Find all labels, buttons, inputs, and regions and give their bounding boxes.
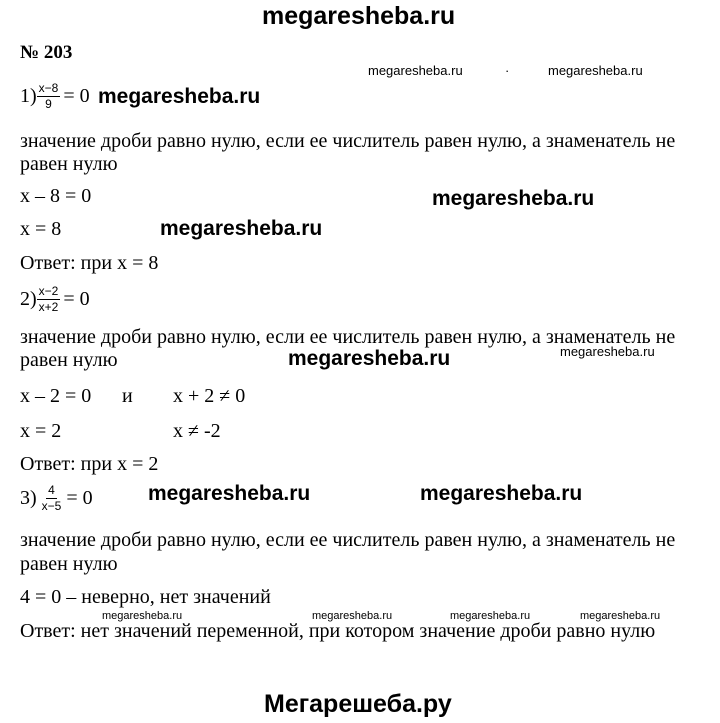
condition-text: равен нулю [20, 553, 118, 575]
watermark-dot: · [505, 63, 510, 78]
watermark: megaresheba.ru [102, 610, 183, 622]
watermark: megaresheba.ru [148, 482, 311, 505]
watermark: megaresheba.ru [288, 347, 451, 370]
equation-2 [20, 282, 90, 316]
numerator: x−2 [38, 284, 59, 299]
condition-text: значение дроби равно нулю, если ее числитель равен нулю, а знаменатель не [20, 529, 676, 551]
fraction [37, 81, 61, 111]
equation-step: 4 = 0 – неверно, нет значений [20, 586, 271, 608]
answer-text: Ответ: при x = 8 [20, 252, 159, 274]
condition-text: значение дроби равно нулю, если ее числитель равен нулю, а знаменатель не [20, 130, 676, 152]
watermark: megaresheba.ru [98, 85, 261, 108]
answer-text: Ответ: нет значений переменной, при котором значение дроби равно нулю [20, 620, 656, 642]
watermark: megaresheba.ru [420, 482, 583, 505]
equation-step: x = 8 [20, 218, 62, 240]
equation-step: x – 8 = 0 [20, 185, 92, 207]
denominator: 9 [45, 96, 52, 111]
condition-text: равен нулю [20, 153, 118, 175]
fraction [37, 284, 61, 314]
watermark: megaresheba.ru [450, 610, 531, 622]
fraction [40, 483, 64, 513]
denominator: x+2 [38, 299, 59, 314]
watermark: megaresheba.ru [548, 63, 643, 78]
equation-3 [20, 478, 93, 518]
equation-rhs: = 0 [66, 487, 93, 509]
conjunction: и [122, 385, 133, 407]
denominator: x−5 [41, 498, 62, 513]
equation-step: x + 2 ≠ 0 [173, 385, 246, 407]
answer-text: Ответ: при x = 2 [20, 453, 159, 475]
part-label: 1) [20, 85, 37, 107]
equation-rhs: = 0 [63, 85, 90, 107]
problem-number: № 203 [20, 42, 73, 63]
equation-1 [20, 80, 90, 112]
numerator: 4 [48, 483, 55, 498]
watermark: megaresheba.ru [432, 187, 595, 210]
equation-step: x – 2 = 0 [20, 385, 92, 407]
part-label: 2) [20, 288, 37, 310]
condition-text: значение дроби равно нулю, если ее числитель равен нулю, а знаменатель не [20, 326, 676, 348]
watermark: megaresheba.ru [560, 344, 655, 359]
watermark: megaresheba.ru [368, 63, 463, 78]
equation-step: x ≠ -2 [173, 420, 221, 442]
watermark: megaresheba.ru [580, 610, 661, 622]
site-footer: Мегарешеба.ру [264, 690, 452, 718]
site-header: megaresheba.ru [262, 2, 456, 30]
watermark: megaresheba.ru [160, 217, 323, 240]
numerator: x−8 [38, 81, 59, 96]
condition-text: равен нулю [20, 349, 118, 371]
equation-rhs: = 0 [63, 288, 90, 310]
part-label: 3) [20, 487, 37, 509]
equation-step: x = 2 [20, 420, 62, 442]
watermark: megaresheba.ru [312, 610, 393, 622]
